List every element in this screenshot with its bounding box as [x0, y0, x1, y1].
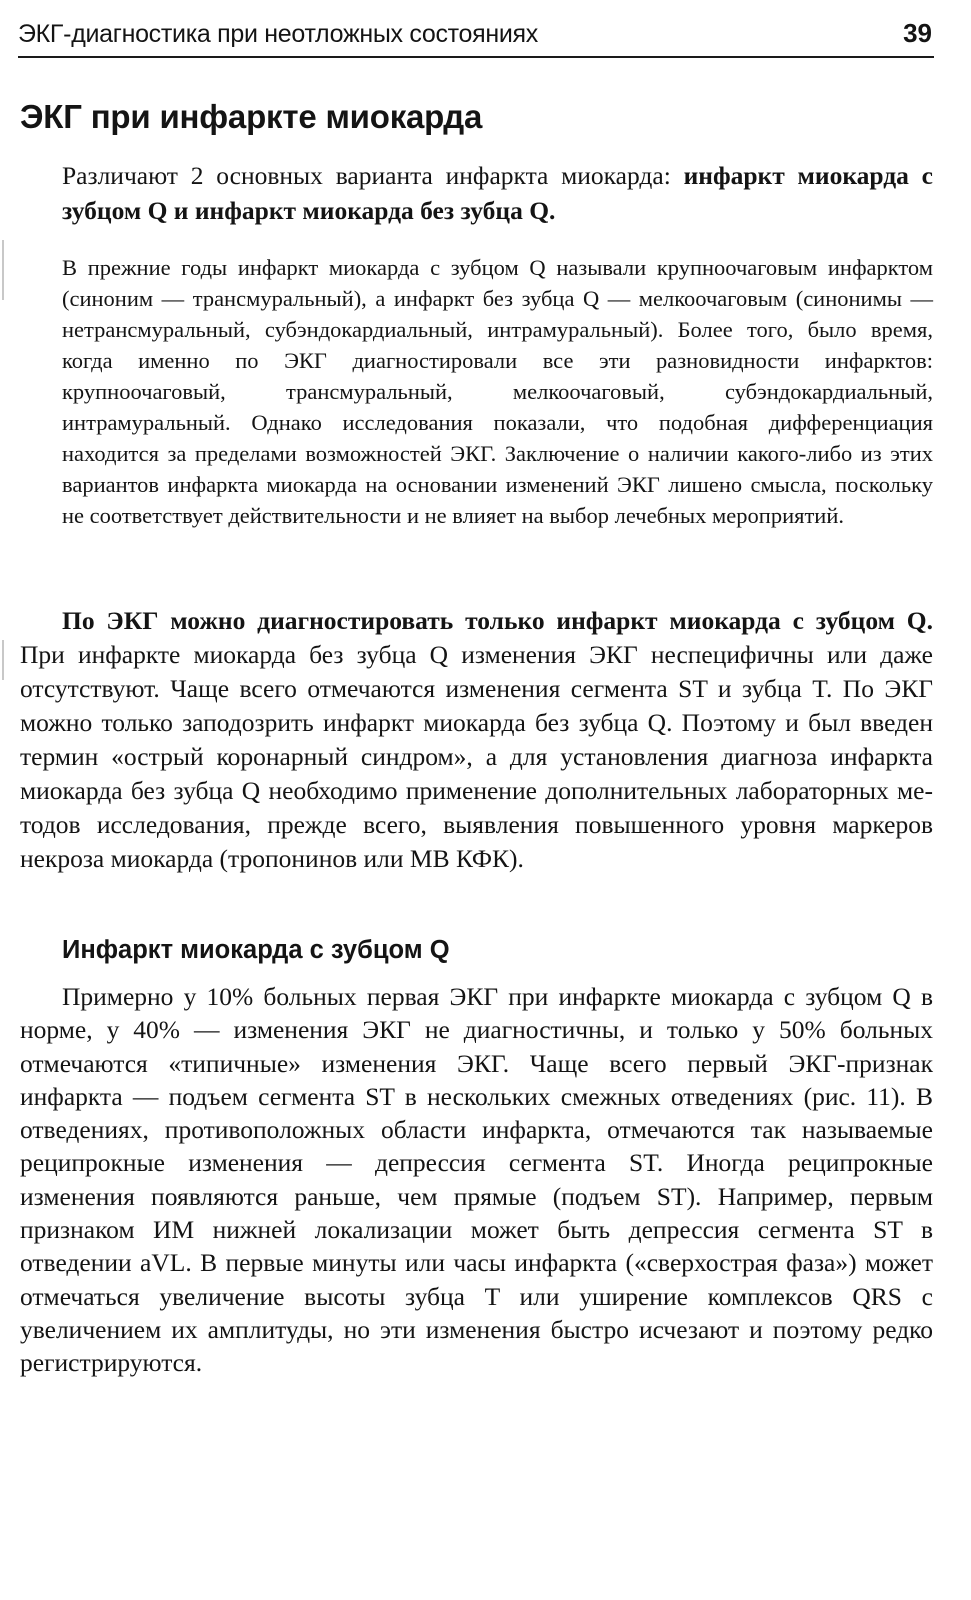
- scan-edge-mark: [2, 640, 4, 680]
- section-title: ЭКГ при инфаркте миокарда: [20, 98, 483, 135]
- note-paragraph: В прежние годы инфаркт миокарда с зубцом Q называли крупноочаговым инфарктом (синоним — трансмуральный), а инфаркт без зубца Q — мелкоочаговым (синонимы — нетрансмуральный, субэндокардиальный, интрамуральный). Более того, было время, когда именно по ЭКГ диагностировали все эти разновидности инфарктов: крупноочаговый, трансмуральный, мелкоочаговый, субэндокардиальный, интрамуральный. Однако исследования показали, что подобная дифференциация находится за пределами возможностей ЭКГ. Заключение о наличии какого-либо из этих вариантов инфаркта миокарда на основании изменений ЭКГ лишено смысла, поскольку не соответствует действительности и не влияет на выбор лечебных мероприятий.: [62, 255, 933, 528]
- intro-text: Различают 2 основных варианта инфаркта миокарда:: [62, 161, 684, 190]
- intro-bold-text: инфаркт миокарда с зубцом Q и инфаркт миокарда без зубца Q.: [62, 161, 933, 225]
- main-bold-text: По ЭКГ можно диагностировать только инфаркт миокарда с зубцом Q.: [62, 606, 933, 635]
- main-text: При инфаркте миокарда без зубца Q изменения ЭКГ неспецифичны или даже отсутствуют. Чаще всего отмечаются изменения сегмента ST и зубца T. По ЭКГ можно только заподозрить инфаркт миокарда без зубца Q. Поэтому и был введен термин «острый коронарный синдром», а для установления диагноза инфаркта миокарда без зубца Q необходимо применение дополнительных лабораторных методов исследования, прежде всего, выявления повышенного уровня маркеров некроза миокарда (тропонинов или MB КФК).: [20, 640, 933, 873]
- q-wave-paragraph: Примерно у 10% больных первая ЭКГ при инфаркте миокарда с зубцом Q в норме, у 40% — изменения ЭКГ не диагностичны, и только у 50% больных отмечаются «типичные» изменения ЭКГ. Чаще всего первый ЭКГ-признак инфаркта — подъем сегмента ST в нескольких смежных отведениях (рис. 11). В отведениях, противоположных области инфаркта, отмечаются так называемые реципрокные изменения — депрессия сегмента ST. Иногда реципрокные изменения появляются раньше, чем прямые (подъем ST). Например, первым признаком ИМ нижней локализации может быть депрессия сегмента ST в отведении aVL. В первые минуты или часы инфаркта («сверхострая фаза») может отмечаться увеличение высоты зубца T или уширение комплексов QRS с увеличением их амплитуды, но эти изменения быстро исчезают и поэтому редко регистрируются.: [20, 982, 933, 1378]
- scan-edge-mark: [2, 240, 4, 300]
- running-title: ЭКГ-диагностика при неотложных состояниях: [18, 20, 538, 48]
- page-number: 39: [903, 18, 932, 48]
- main-paragraph: [20, 604, 933, 876]
- subsection-title: Инфаркт миокарда с зубцом Q: [62, 936, 450, 964]
- intro-paragraph: [62, 158, 933, 228]
- running-header: [18, 16, 934, 58]
